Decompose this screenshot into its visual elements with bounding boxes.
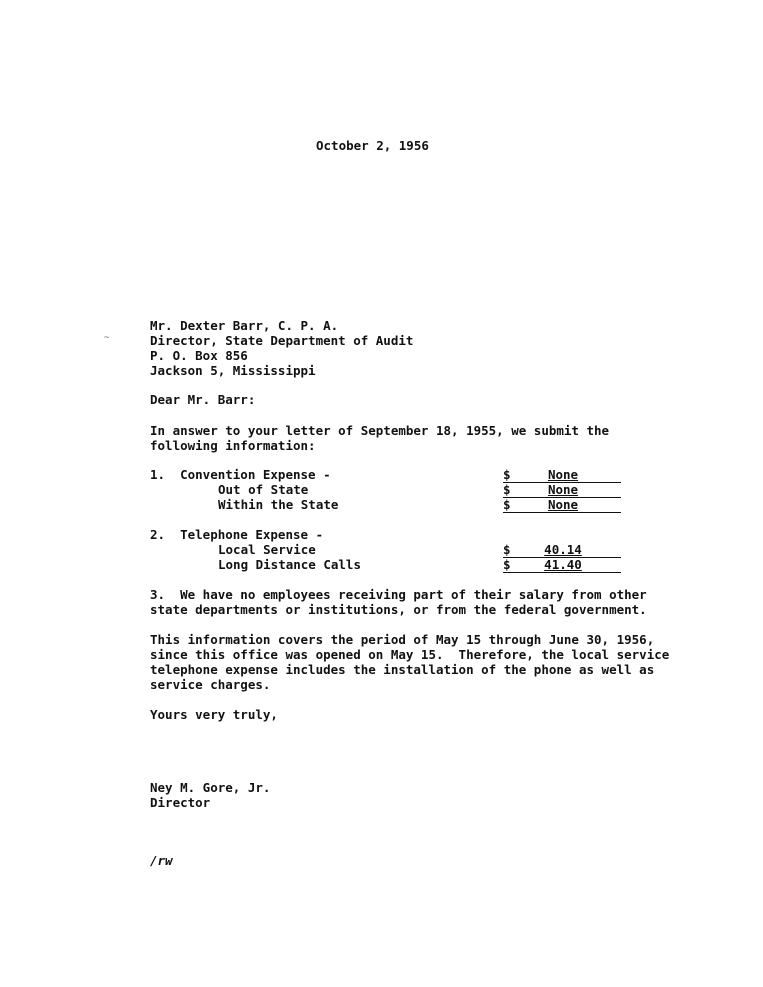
item1-line-within-state: Within the State (218, 497, 339, 512)
paragraph-line-1: This information covers the period of May 15 through June 30, 1956, (150, 632, 655, 647)
item1-amount (503, 467, 621, 483)
item1-out-of-state-amount (503, 482, 621, 498)
letter-date: October 2, 1956 (316, 138, 429, 153)
signer-title: Director (150, 795, 211, 810)
amount-value: None (547, 482, 579, 497)
paragraph-line-4: service charges. (150, 677, 271, 692)
paragraph-line-2: since this office was opened on May 15. Therefore, the local service (150, 647, 670, 662)
scan-mark: ~ (104, 333, 110, 343)
intro-line-2: following information: (150, 438, 316, 453)
salutation: Dear Mr. Barr: (150, 392, 256, 407)
dollar-sign: $ (503, 557, 511, 572)
item1-line-out-of-state: Out of State (218, 482, 309, 497)
recipient-title: Director, State Department of Audit (150, 333, 414, 348)
item2-long-distance-amount (503, 557, 621, 573)
paragraph-line-3: telephone expense includes the installation of the phone as well as (150, 662, 655, 677)
dollar-sign: $ (503, 467, 511, 482)
dollar-sign: $ (503, 542, 511, 557)
recipient-address-line2: Jackson 5, Mississippi (150, 363, 316, 378)
amount-value: 40.14 (544, 542, 582, 557)
item3-line-2: state departments or institutions, or from the federal government. (150, 602, 647, 617)
recipient-name: Mr. Dexter Barr, C. P. A. (150, 318, 339, 333)
amount-value: None (547, 467, 579, 482)
recipient-address-line1: P. O. Box 856 (150, 348, 248, 363)
intro-line-1: In answer to your letter of September 18, 1955, we submit the (150, 423, 610, 438)
dollar-sign: $ (503, 482, 511, 497)
item2-line-long-distance: Long Distance Calls (218, 557, 361, 572)
item3-line-1: 3. We have no employees receiving part of their salary from other (150, 587, 647, 602)
item2-line-local-service: Local Service (218, 542, 316, 557)
item2-local-service-amount (503, 542, 621, 558)
item2-heading: 2. Telephone Expense - (150, 527, 324, 542)
amount-value: 41.40 (544, 557, 582, 572)
typist-initials: /rw (150, 853, 173, 868)
item1-heading: 1. Convention Expense - (150, 467, 331, 482)
closing: Yours very truly, (150, 707, 278, 722)
amount-value: None (547, 497, 579, 512)
item1-within-state-amount (503, 497, 621, 513)
dollar-sign: $ (503, 497, 511, 512)
signer-name: Ney M. Gore, Jr. (150, 780, 271, 795)
